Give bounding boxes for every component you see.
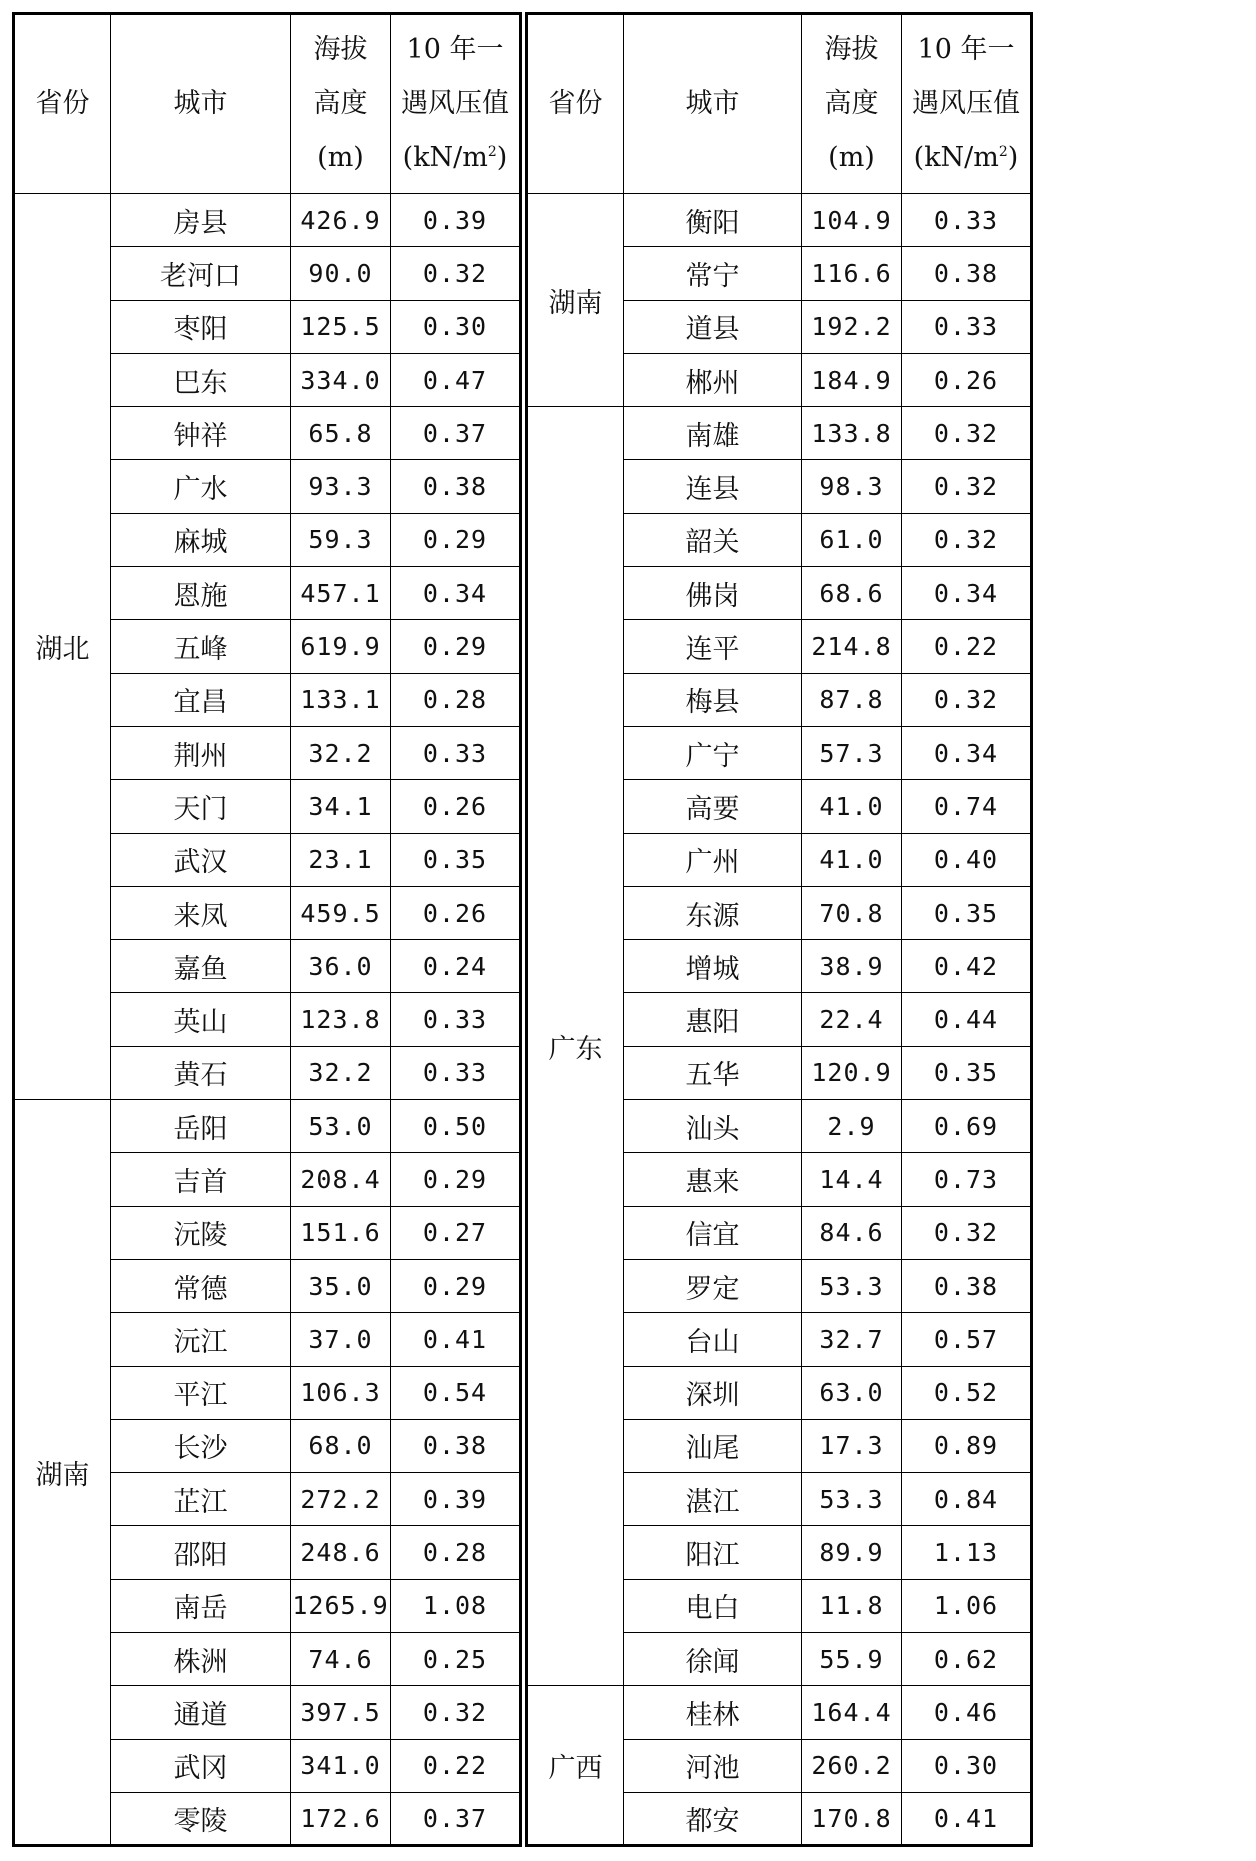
city-cell: 徐闻 (624, 1633, 802, 1686)
wind-pressure-cell: 0.26 (391, 886, 521, 939)
altitude-cell: 61.0 (802, 513, 902, 566)
city-cell: 佛岗 (624, 567, 802, 620)
wind-pressure-cell: 0.30 (391, 300, 521, 353)
altitude-cell: 123.8 (291, 993, 391, 1046)
altitude-cell: 53.0 (291, 1100, 391, 1153)
wind-pressure-cell: 0.47 (391, 353, 521, 406)
city-cell: 英山 (111, 993, 291, 1046)
city-cell: 道县 (624, 300, 802, 353)
city-cell: 郴州 (624, 353, 802, 406)
city-cell: 湛江 (624, 1473, 802, 1526)
wind-pressure-cell: 0.38 (902, 1259, 1032, 1312)
table-row (527, 194, 1032, 247)
wind-pressure-cell: 0.37 (391, 407, 521, 460)
wind-pressure-cell: 0.35 (391, 833, 521, 886)
city-cell: 来凤 (111, 886, 291, 939)
city-cell: 零陵 (111, 1792, 291, 1845)
table-row (14, 1100, 521, 1153)
altitude-cell: 41.0 (802, 780, 902, 833)
wind-pressure-cell: 0.44 (902, 993, 1032, 1046)
city-cell: 信宜 (624, 1206, 802, 1259)
wind-pressure-cell: 0.54 (391, 1366, 521, 1419)
altitude-cell: 74.6 (291, 1633, 391, 1686)
city-cell: 广宁 (624, 726, 802, 779)
wind-pressure-cell: 0.33 (902, 194, 1032, 247)
altitude-cell: 248.6 (291, 1526, 391, 1579)
wind-pressure-cell: 0.34 (391, 567, 521, 620)
wind-pressure-cell: 0.40 (902, 833, 1032, 886)
table-row (527, 1686, 1032, 1739)
city-cell: 河池 (624, 1739, 802, 1792)
altitude-cell: 89.9 (802, 1526, 902, 1579)
city-cell: 长沙 (111, 1419, 291, 1472)
city-cell: 邵阳 (111, 1526, 291, 1579)
altitude-cell: 214.8 (802, 620, 902, 673)
altitude-cell: 397.5 (291, 1686, 391, 1739)
altitude-cell: 106.3 (291, 1366, 391, 1419)
altitude-cell: 36.0 (291, 940, 391, 993)
wind-pressure-cell: 0.22 (391, 1739, 521, 1792)
altitude-cell: 32.2 (291, 726, 391, 779)
altitude-cell: 104.9 (802, 194, 902, 247)
city-cell: 常宁 (624, 247, 802, 300)
altitude-cell: 87.8 (802, 673, 902, 726)
city-cell: 梅县 (624, 673, 802, 726)
city-cell: 韶关 (624, 513, 802, 566)
city-cell: 沅陵 (111, 1206, 291, 1259)
city-cell: 惠来 (624, 1153, 802, 1206)
province-cell: 广东 (527, 407, 624, 1686)
city-cell: 枣阳 (111, 300, 291, 353)
wind-pressure-cell: 0.41 (902, 1792, 1032, 1845)
city-cell: 广州 (624, 833, 802, 886)
wind-pressure-cell: 0.32 (902, 460, 1032, 513)
wind-pressure-cell: 0.35 (902, 886, 1032, 939)
wind-pressure-cell: 0.27 (391, 1206, 521, 1259)
altitude-cell: 619.9 (291, 620, 391, 673)
city-cell: 黄石 (111, 1046, 291, 1099)
wind-pressure-cell: 0.33 (391, 726, 521, 779)
wind-pressure-cell: 0.34 (902, 726, 1032, 779)
city-cell: 连平 (624, 620, 802, 673)
city-cell: 宜昌 (111, 673, 291, 726)
altitude-cell: 133.8 (802, 407, 902, 460)
wind-pressure-table (12, 12, 1033, 1847)
wind-pressure-cell: 0.38 (902, 247, 1032, 300)
city-cell: 汕尾 (624, 1419, 802, 1472)
city-cell: 岳阳 (111, 1100, 291, 1153)
city-cell: 汕头 (624, 1100, 802, 1153)
wind-pressure-cell: 0.25 (391, 1633, 521, 1686)
city-cell: 恩施 (111, 567, 291, 620)
altitude-cell: 35.0 (291, 1259, 391, 1312)
city-cell: 沅江 (111, 1313, 291, 1366)
wind-pressure-cell: 0.32 (391, 247, 521, 300)
header-altitude-line: (m) (828, 142, 875, 173)
wind-pressure-cell: 0.42 (902, 940, 1032, 993)
city-cell: 惠阳 (624, 993, 802, 1046)
wind-pressure-cell: 0.33 (391, 1046, 521, 1099)
wind-pressure-cell: 0.41 (391, 1313, 521, 1366)
altitude-cell: 457.1 (291, 567, 391, 620)
wind-pressure-cell: 0.74 (902, 780, 1032, 833)
wind-pressure-cell: 0.32 (902, 673, 1032, 726)
header-wind-line: 遇风压值 (912, 88, 1020, 119)
city-cell: 通道 (111, 1686, 291, 1739)
altitude-cell: 120.9 (802, 1046, 902, 1099)
altitude-cell: 184.9 (802, 353, 902, 406)
header-row (527, 14, 1032, 194)
header-wind-unit-sup: 2 (998, 144, 1008, 160)
wind-pressure-cell: 0.28 (391, 673, 521, 726)
province-cell: 广西 (527, 1686, 624, 1846)
city-cell: 衡阳 (624, 194, 802, 247)
altitude-cell: 172.6 (291, 1792, 391, 1845)
wind-pressure-cell: 0.52 (902, 1366, 1032, 1419)
table-row (527, 407, 1032, 460)
city-cell: 桂林 (624, 1686, 802, 1739)
header-altitude-line: 海拔 (313, 34, 368, 65)
altitude-cell: 32.2 (291, 1046, 391, 1099)
wind-pressure-cell: 0.35 (902, 1046, 1032, 1099)
province-cell: 湖北 (14, 194, 111, 1100)
wind-pressure-cell: 0.22 (902, 620, 1032, 673)
header-row (14, 14, 521, 194)
altitude-cell: 426.9 (291, 194, 391, 247)
altitude-cell: 1265.9 (291, 1579, 391, 1632)
altitude-cell: 55.9 (802, 1633, 902, 1686)
altitude-cell: 93.3 (291, 460, 391, 513)
province-cell: 湖南 (527, 194, 624, 407)
header-wind-unit-post: ) (1007, 142, 1019, 173)
altitude-cell: 65.8 (291, 407, 391, 460)
city-cell: 东源 (624, 886, 802, 939)
header-wind-line: 10 年一 (406, 34, 504, 65)
wind-pressure-cell: 0.26 (391, 780, 521, 833)
altitude-cell: 84.6 (802, 1206, 902, 1259)
city-cell: 广水 (111, 460, 291, 513)
city-cell: 钟祥 (111, 407, 291, 460)
wind-pressure-cell: 0.26 (902, 353, 1032, 406)
city-cell: 常德 (111, 1259, 291, 1312)
altitude-cell: 90.0 (291, 247, 391, 300)
altitude-cell: 34.1 (291, 780, 391, 833)
altitude-cell: 57.3 (802, 726, 902, 779)
city-cell: 嘉鱼 (111, 940, 291, 993)
header-wind-line: 10 年一 (917, 34, 1015, 65)
city-cell: 五峰 (111, 620, 291, 673)
altitude-cell: 125.5 (291, 300, 391, 353)
wind-pressure-cell: 0.38 (391, 1419, 521, 1472)
wind-pressure-cell: 0.34 (902, 567, 1032, 620)
altitude-cell: 14.4 (802, 1153, 902, 1206)
table-right-half (525, 12, 1033, 1847)
header-city: 城市 (111, 14, 291, 194)
wind-pressure-cell: 0.32 (902, 1206, 1032, 1259)
wind-pressure-cell: 0.62 (902, 1633, 1032, 1686)
city-cell: 天门 (111, 780, 291, 833)
altitude-cell: 192.2 (802, 300, 902, 353)
city-cell: 高要 (624, 780, 802, 833)
wind-pressure-cell: 0.29 (391, 1259, 521, 1312)
city-cell: 台山 (624, 1313, 802, 1366)
altitude-cell: 70.8 (802, 886, 902, 939)
city-cell: 连县 (624, 460, 802, 513)
header-altitude (291, 14, 391, 194)
wind-pressure-cell: 0.28 (391, 1526, 521, 1579)
wind-pressure-cell: 1.13 (902, 1526, 1032, 1579)
wind-pressure-cell: 0.33 (902, 300, 1032, 353)
wind-pressure-cell: 1.08 (391, 1579, 521, 1632)
altitude-cell: 17.3 (802, 1419, 902, 1472)
altitude-cell: 260.2 (802, 1739, 902, 1792)
wind-pressure-cell: 0.73 (902, 1153, 1032, 1206)
city-cell: 荆州 (111, 726, 291, 779)
city-cell: 武冈 (111, 1739, 291, 1792)
header-province: 省份 (527, 14, 624, 194)
altitude-cell: 208.4 (291, 1153, 391, 1206)
wind-pressure-cell: 0.84 (902, 1473, 1032, 1526)
altitude-cell: 98.3 (802, 460, 902, 513)
city-cell: 武汉 (111, 833, 291, 886)
city-cell: 阳江 (624, 1526, 802, 1579)
table-row (14, 194, 521, 247)
wind-pressure-cell: 0.29 (391, 1153, 521, 1206)
altitude-cell: 459.5 (291, 886, 391, 939)
header-altitude (802, 14, 902, 194)
wind-pressure-cell: 0.37 (391, 1792, 521, 1845)
wind-pressure-cell: 0.46 (902, 1686, 1032, 1739)
altitude-cell: 68.0 (291, 1419, 391, 1472)
city-cell: 巴东 (111, 353, 291, 406)
altitude-cell: 116.6 (802, 247, 902, 300)
altitude-cell: 22.4 (802, 993, 902, 1046)
wind-pressure-cell: 0.29 (391, 513, 521, 566)
wind-pressure-cell: 0.32 (391, 1686, 521, 1739)
header-altitude-line: 高度 (824, 88, 879, 119)
altitude-cell: 334.0 (291, 353, 391, 406)
altitude-cell: 151.6 (291, 1206, 391, 1259)
table-left-half (12, 12, 522, 1847)
wind-pressure-cell: 0.57 (902, 1313, 1032, 1366)
wind-pressure-cell: 0.69 (902, 1100, 1032, 1153)
city-cell: 南岳 (111, 1579, 291, 1632)
altitude-cell: 38.9 (802, 940, 902, 993)
wind-pressure-cell: 0.30 (902, 1739, 1032, 1792)
province-cell: 湖南 (14, 1100, 111, 1846)
header-wind-line: 遇风压值 (401, 88, 509, 119)
header-wind-unit (902, 131, 1030, 185)
header-province: 省份 (14, 14, 111, 194)
city-cell: 都安 (624, 1792, 802, 1845)
altitude-cell: 341.0 (291, 1739, 391, 1792)
wind-pressure-cell: 0.39 (391, 194, 521, 247)
wind-pressure-cell: 0.32 (902, 407, 1032, 460)
altitude-cell: 63.0 (802, 1366, 902, 1419)
wind-pressure-cell: 0.38 (391, 460, 521, 513)
header-city: 城市 (624, 14, 802, 194)
city-cell: 芷江 (111, 1473, 291, 1526)
city-cell: 深圳 (624, 1366, 802, 1419)
altitude-cell: 37.0 (291, 1313, 391, 1366)
wind-pressure-cell: 0.89 (902, 1419, 1032, 1472)
city-cell: 南雄 (624, 407, 802, 460)
altitude-cell: 272.2 (291, 1473, 391, 1526)
city-cell: 五华 (624, 1046, 802, 1099)
city-cell: 增城 (624, 940, 802, 993)
wind-pressure-cell: 0.50 (391, 1100, 521, 1153)
city-cell: 麻城 (111, 513, 291, 566)
city-cell: 电白 (624, 1579, 802, 1632)
altitude-cell: 59.3 (291, 513, 391, 566)
altitude-cell: 53.3 (802, 1259, 902, 1312)
altitude-cell: 164.4 (802, 1686, 902, 1739)
wind-pressure-cell: 0.32 (902, 513, 1032, 566)
wind-pressure-cell: 0.29 (391, 620, 521, 673)
altitude-cell: 170.8 (802, 1792, 902, 1845)
city-cell: 平江 (111, 1366, 291, 1419)
altitude-cell: 68.6 (802, 567, 902, 620)
altitude-cell: 41.0 (802, 833, 902, 886)
city-cell: 罗定 (624, 1259, 802, 1312)
city-cell: 吉首 (111, 1153, 291, 1206)
altitude-cell: 23.1 (291, 833, 391, 886)
header-altitude-line: 高度 (313, 88, 368, 119)
altitude-cell: 53.3 (802, 1473, 902, 1526)
altitude-cell: 2.9 (802, 1100, 902, 1153)
wind-pressure-cell: 0.24 (391, 940, 521, 993)
altitude-cell: 11.8 (802, 1579, 902, 1632)
header-altitude-line: (m) (317, 142, 364, 173)
city-cell: 株洲 (111, 1633, 291, 1686)
altitude-cell: 133.1 (291, 673, 391, 726)
header-wind-unit-pre: (kN/m (402, 142, 488, 173)
header-wind-unit-pre: (kN/m (913, 142, 999, 173)
header-wind-unit (391, 131, 519, 185)
header-altitude-line: 海拔 (824, 34, 879, 65)
header-wind-pressure (391, 14, 521, 194)
wind-pressure-cell: 0.33 (391, 993, 521, 1046)
altitude-cell: 32.7 (802, 1313, 902, 1366)
header-wind-unit-sup: 2 (487, 144, 497, 160)
wind-pressure-cell: 1.06 (902, 1579, 1032, 1632)
header-wind-pressure (902, 14, 1032, 194)
wind-pressure-cell: 0.39 (391, 1473, 521, 1526)
header-wind-unit-post: ) (496, 142, 508, 173)
city-cell: 房县 (111, 194, 291, 247)
city-cell: 老河口 (111, 247, 291, 300)
